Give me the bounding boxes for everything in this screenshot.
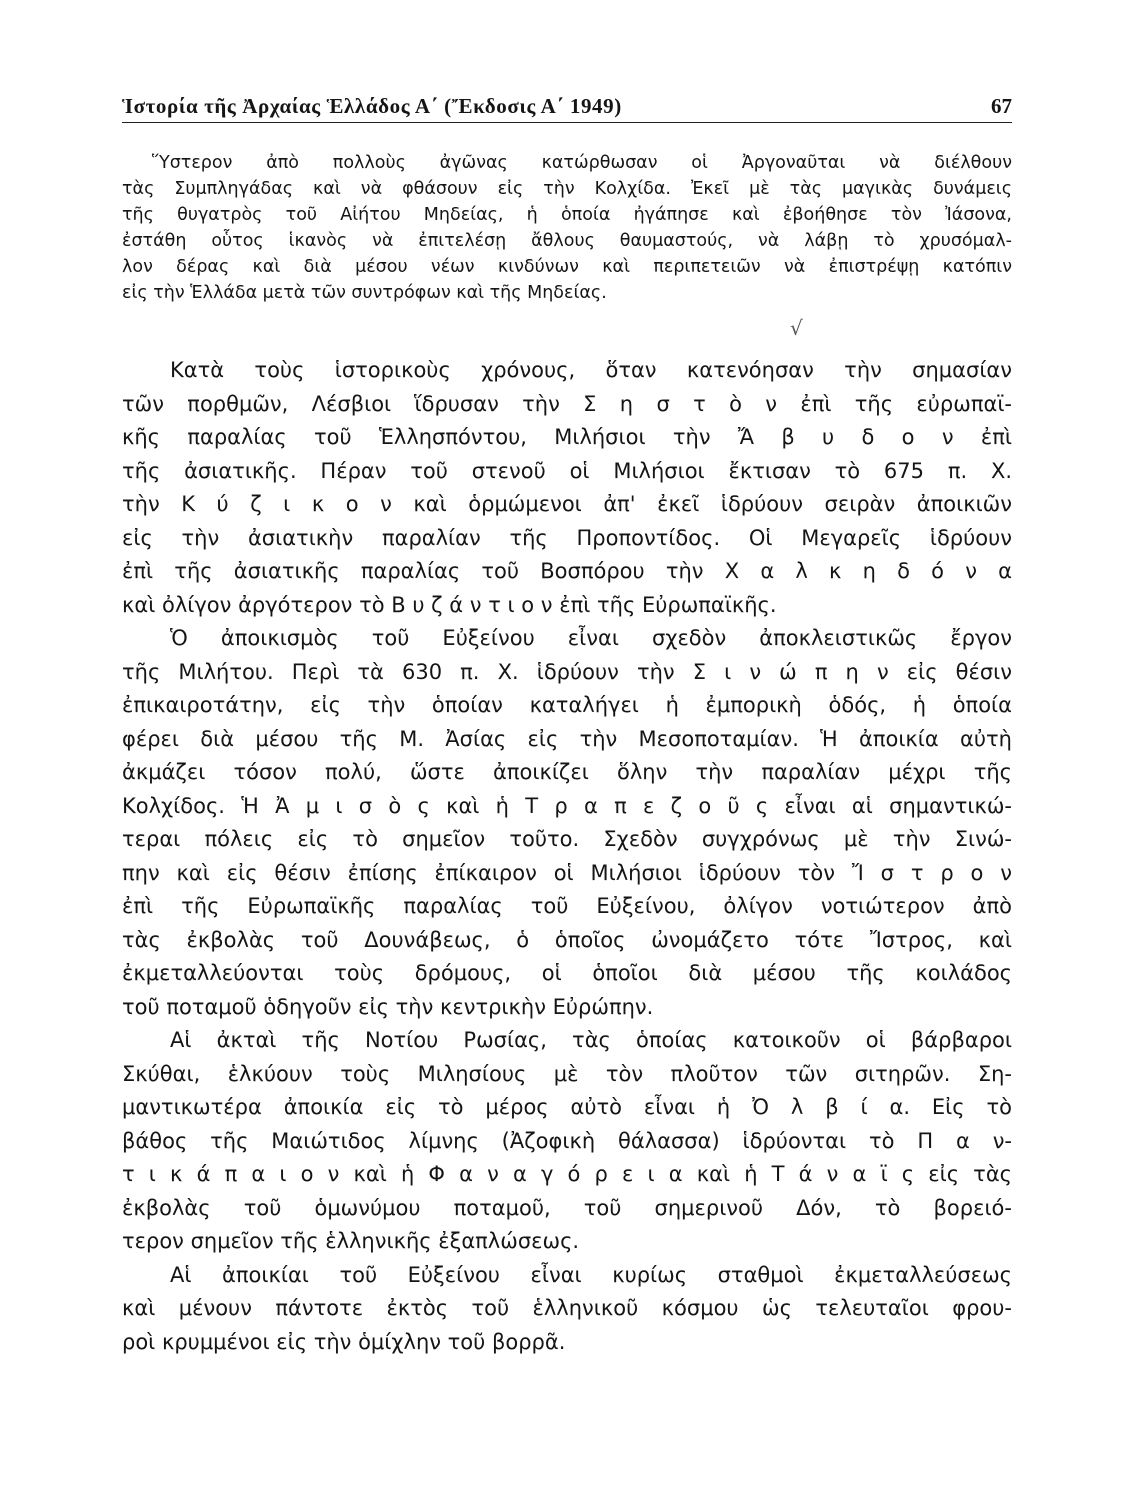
text-line: ροὶ κρυμμένοι εἰς τὴν ὁμίχλην τοῦ βορρᾶ.: [122, 1329, 566, 1354]
handwritten-check-mark: √: [790, 316, 803, 340]
text-line: Σκύθαι, ἑλκύουν τοὺς Μιλησίους μὲ τὸν πλοῦτον τῶν σιτηρῶν. Ση-: [122, 1061, 1012, 1086]
text-line: ἀκμάζει τόσον πολύ, ὥστε ἀποικίζει ὅλην τὴν παραλίαν μέχρι τῆς: [122, 760, 1012, 784]
text-line: τὰς ἐκβολὰς τοῦ Δουνάβεως, ὁ ὁποῖος ὠνομάζετο τότε Ἴστρος, καὶ: [122, 927, 1012, 952]
text-line: Ὕστερον ἀπὸ πολλοὺς ἀγῶνας κατώρθωσαν οἱ Ἀργοναῦται νὰ διέλθουν: [152, 153, 1012, 173]
paragraph-2: [122, 622, 1012, 1024]
text-line: τῶν πορθμῶν, Λέσβιοι ἵδρυσαν τὴν Σ η σ τ ὸ ν ἐπὶ τῆς εὐρωπαϊ-: [122, 391, 1012, 416]
text-line: Αἱ ἀκταὶ τῆς Νοτίου Ρωσίας, τὰς ὁποίας κατοικοῦν οἱ βάρβαροι: [170, 1028, 1012, 1052]
text-line: βάθος τῆς Μαιώτιδος λίμνης (Ἀζοφικὴ θάλασσα) ἱδρύονται τὸ Π α ν-: [122, 1128, 1012, 1153]
text-line: τ ι κ ά π α ι ο ν καὶ ἡ Φ α ν α γ ό ρ ε ι α καὶ ἡ Τ ά ν α ϊ ς εἰς τὰς: [122, 1162, 1012, 1186]
text-line: τεραι πόλεις εἰς τὸ σημεῖον τοῦτο. Σχεδὸν συγχρόνως μὲ τὴν Σινώ-: [122, 827, 1012, 851]
text-line: εἰς τὴν ἀσιατικὴν παραλίαν τῆς Προποντίδος. Οἱ Μεγαρεῖς ἱδρύουν: [122, 525, 1012, 550]
paragraph-3: [122, 1024, 1012, 1259]
text-line: τῆς ἀσιατικῆς. Πέραν τοῦ στενοῦ οἱ Μιλήσιοι ἔκτισαν τὸ 675 π. Χ.: [122, 458, 1012, 483]
text-line: τὰς Συμπληγάδας καὶ νὰ φθάσουν εἰς τὴν Κολχίδα. Ἐκεῖ μὲ τὰς μαγικὰς δυνάμεις: [122, 179, 1012, 199]
paragraph-1: [122, 354, 1012, 622]
text-line: ἐστάθη οὗτος ἱκανὸς νὰ ἐπιτελέσῃ ἄθλους θαυμαστούς, νὰ λάβῃ τὸ χρυσόμαλ-: [122, 231, 1012, 251]
text-line: τῆς Μιλήτου. Περὶ τὰ 630 π. Χ. ἱδρύουν τὴν Σ ι ν ώ π η ν εἰς θέσιν: [122, 659, 1012, 684]
text-line: τὴν Κ ύ ζ ι κ ο ν καὶ ὁρμώμενοι ἀπ' ἐκεῖ ἱδρύουν σειρὰν ἀποικιῶν: [122, 492, 1012, 516]
main-text: [122, 354, 1012, 1359]
text-line: τῆς θυγατρὸς τοῦ Αἰήτου Μηδείας, ἡ ὁποία ἠγάπησε καὶ ἐβοήθησε τὸν Ἰάσονα,: [122, 205, 1012, 225]
text-line: φέρει διὰ μέσου τῆς Μ. Ἀσίας εἰς τὴν Μεσοποταμίαν. Ἡ ἀποικία αὐτὴ: [122, 726, 1012, 751]
text-line: ἐκμεταλλεύονται τοὺς δρόμους, οἱ ὁποῖοι διὰ μέσου τῆς κοιλάδος: [122, 961, 1012, 985]
text-line: ἐπικαιροτάτην, εἰς τὴν ὁποίαν καταλήγει ἡ ἐμπορικὴ ὁδός, ἡ ὁποία: [122, 693, 1012, 717]
text-line: εἰς τὴν Ἑλλάδα μετὰ τῶν συντρόφων καὶ τῆς Μηδείας.: [122, 283, 607, 303]
page-number: 67: [991, 94, 1012, 118]
text-line: Αἱ ἀποικίαι τοῦ Εὐξείνου εἶναι κυρίως σταθμοὶ ἐκμεταλλεύσεως: [170, 1262, 1012, 1287]
text-line: καὶ ὀλίγον ἀργότερον τὸ Β υ ζ ά ν τ ι ο ν ἐπὶ τῆς Εὐρωπαϊκῆς.: [122, 592, 777, 617]
text-line: ἐπὶ τῆς ἀσιατικῆς παραλίας τοῦ Βοσπόρου τὴν Χ α λ κ η δ ό ν α: [122, 559, 1012, 583]
paragraph-4: [122, 1259, 1012, 1360]
text-line: Κατὰ τοὺς ἱστορικοὺς χρόνους, ὅταν κατενόησαν τὴν σημασίαν: [170, 358, 1012, 382]
text-line: ἐπὶ τῆς Εὐρωπαϊκῆς παραλίας τοῦ Εὐξείνου, ὀλίγον νοτιώτερον ἀπὸ: [122, 894, 1012, 918]
text-line: πην καὶ εἰς θέσιν ἐπίσης ἐπίκαιρον οἱ Μιλήσιοι ἱδρύουν τὸν Ἴ σ τ ρ ο ν: [122, 860, 1012, 885]
text-line: μαντικωτέρα ἀποικία εἰς τὸ μέρος αὐτὸ εἶναι ἡ Ὀ λ β ί α. Εἰς τὸ: [122, 1095, 1012, 1119]
text-line: καὶ μένουν πάντοτε ἐκτὸς τοῦ ἑλληνικοῦ κόσμου ὡς τελευταῖοι φρου-: [122, 1296, 1012, 1320]
text-line: τερον σημεῖον τῆς ἑλληνικῆς ἐξαπλώσεως.: [122, 1229, 580, 1253]
text-line: κῆς παραλίας τοῦ Ἑλλησπόντου, Μιλήσιοι τὴν Ἄ β υ δ ο ν ἐπὶ: [122, 425, 1012, 449]
text-line: τοῦ ποταμοῦ ὁδηγοῦν εἰς τὴν κεντρικὴν Εὐρώπην.: [122, 994, 654, 1019]
running-head: [122, 88, 1012, 123]
intro-paragraph: [122, 150, 1012, 306]
text-line: Ὁ ἀποικισμὸς τοῦ Εὐξείνου εἶναι σχεδὸν ἀποκλειστικῶς ἔργον: [170, 626, 1012, 650]
running-head-title: Ἱστορία τῆς Ἀρχαίας Ἑλλάδος Α΄ (Ἔκδοσις Α΄ 1949): [122, 94, 622, 118]
text-line: λον δέρας καὶ διὰ μέσου νέων κινδύνων καὶ περιπετειῶν νὰ ἐπιστρέψῃ κατόπιν: [122, 257, 1012, 277]
text-line: ἐκβολὰς τοῦ ὁμωνύμου ποταμοῦ, τοῦ σημερινοῦ Δόν, τὸ βορειό-: [122, 1195, 1012, 1220]
text-line: Κολχίδος. Ἡ Ἀ μ ι σ ὸ ς καὶ ἡ Τ ρ α π ε ζ ο ῦ ς εἶναι αἱ σημαντικώ-: [122, 793, 1012, 818]
